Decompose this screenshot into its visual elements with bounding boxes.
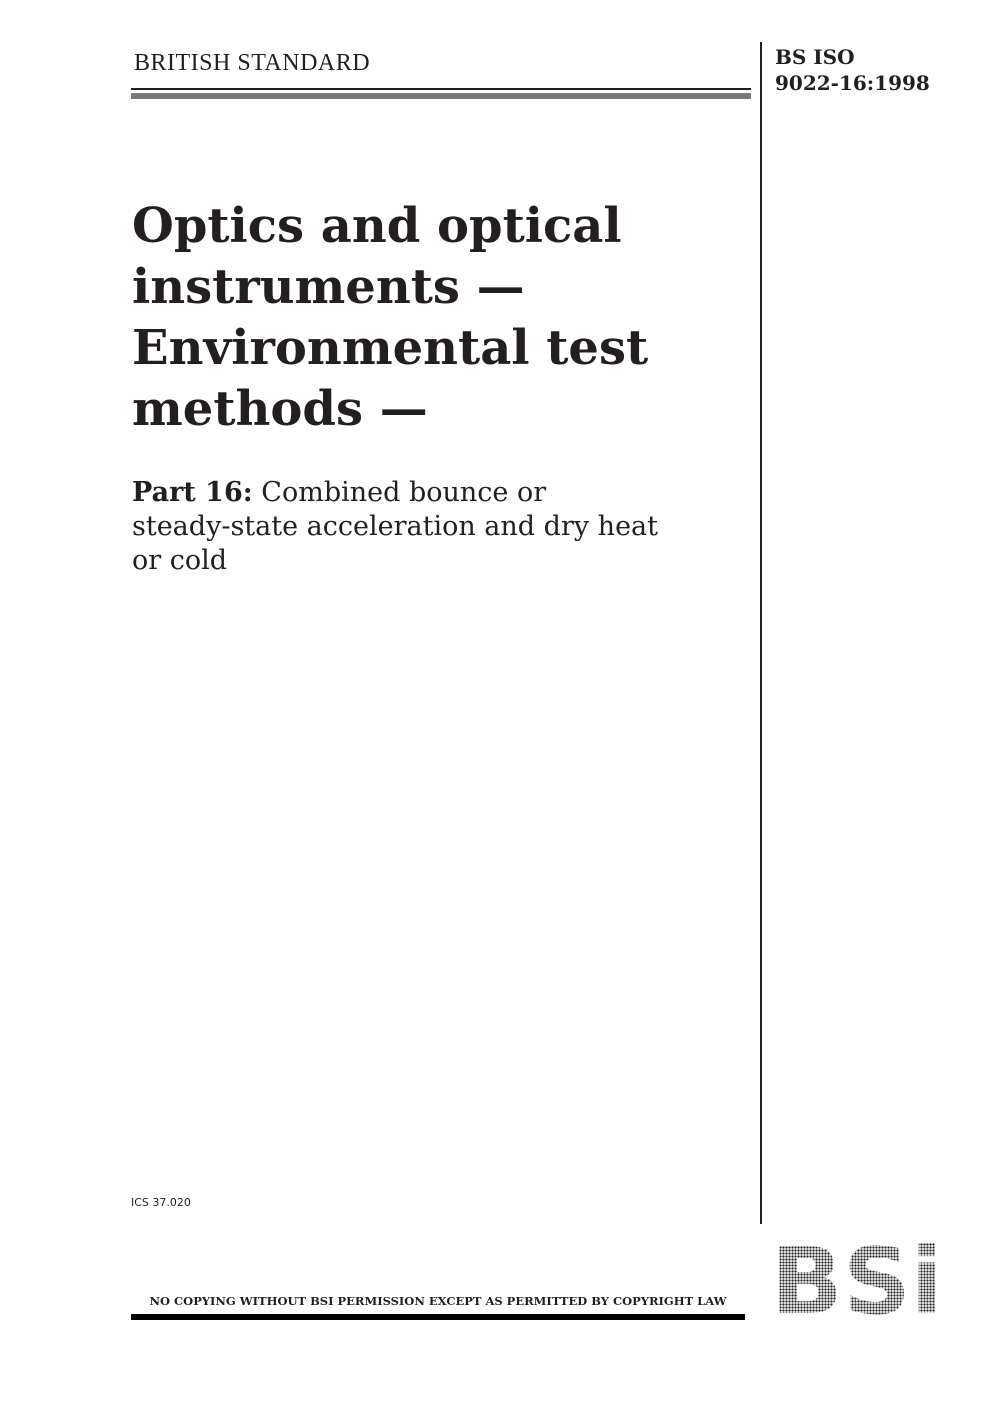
subtitle-line-1 <box>132 476 742 510</box>
title-line-2: instruments — <box>132 259 525 315</box>
part-number: Part 16: <box>132 477 253 508</box>
header-rule-thick <box>131 93 751 99</box>
header-rule-thin <box>131 88 751 90</box>
subtitle-line-2: steady-state acceleration and dry heat <box>132 511 658 542</box>
title-line-3: Environmental test <box>132 320 649 376</box>
standard-number-line-2: 9022-16:1998 <box>775 71 930 95</box>
bsi-logo <box>770 1243 945 1323</box>
standard-number <box>775 44 930 96</box>
subtitle-line-1-text: Combined bounce or <box>252 477 547 508</box>
subtitle-line-3: or cold <box>132 545 228 576</box>
bsi-logo-mark <box>770 1243 945 1323</box>
copyright-notice: NO COPYING WITHOUT BSI PERMISSION EXCEPT AS PERMITTED BY COPYRIGHT LAW <box>149 1294 727 1308</box>
standard-number-line-1: BS ISO <box>775 45 855 69</box>
vertical-divider <box>760 42 762 1224</box>
footer-rule <box>131 1314 745 1320</box>
series-label: BRITISH STANDARD <box>134 50 371 76</box>
title-line-1: Optics and optical <box>132 198 622 254</box>
ics-code: ICS 37.020 <box>131 1196 191 1209</box>
document-subtitle <box>132 476 742 578</box>
document-title <box>132 196 732 440</box>
title-line-4: methods — <box>132 381 428 437</box>
